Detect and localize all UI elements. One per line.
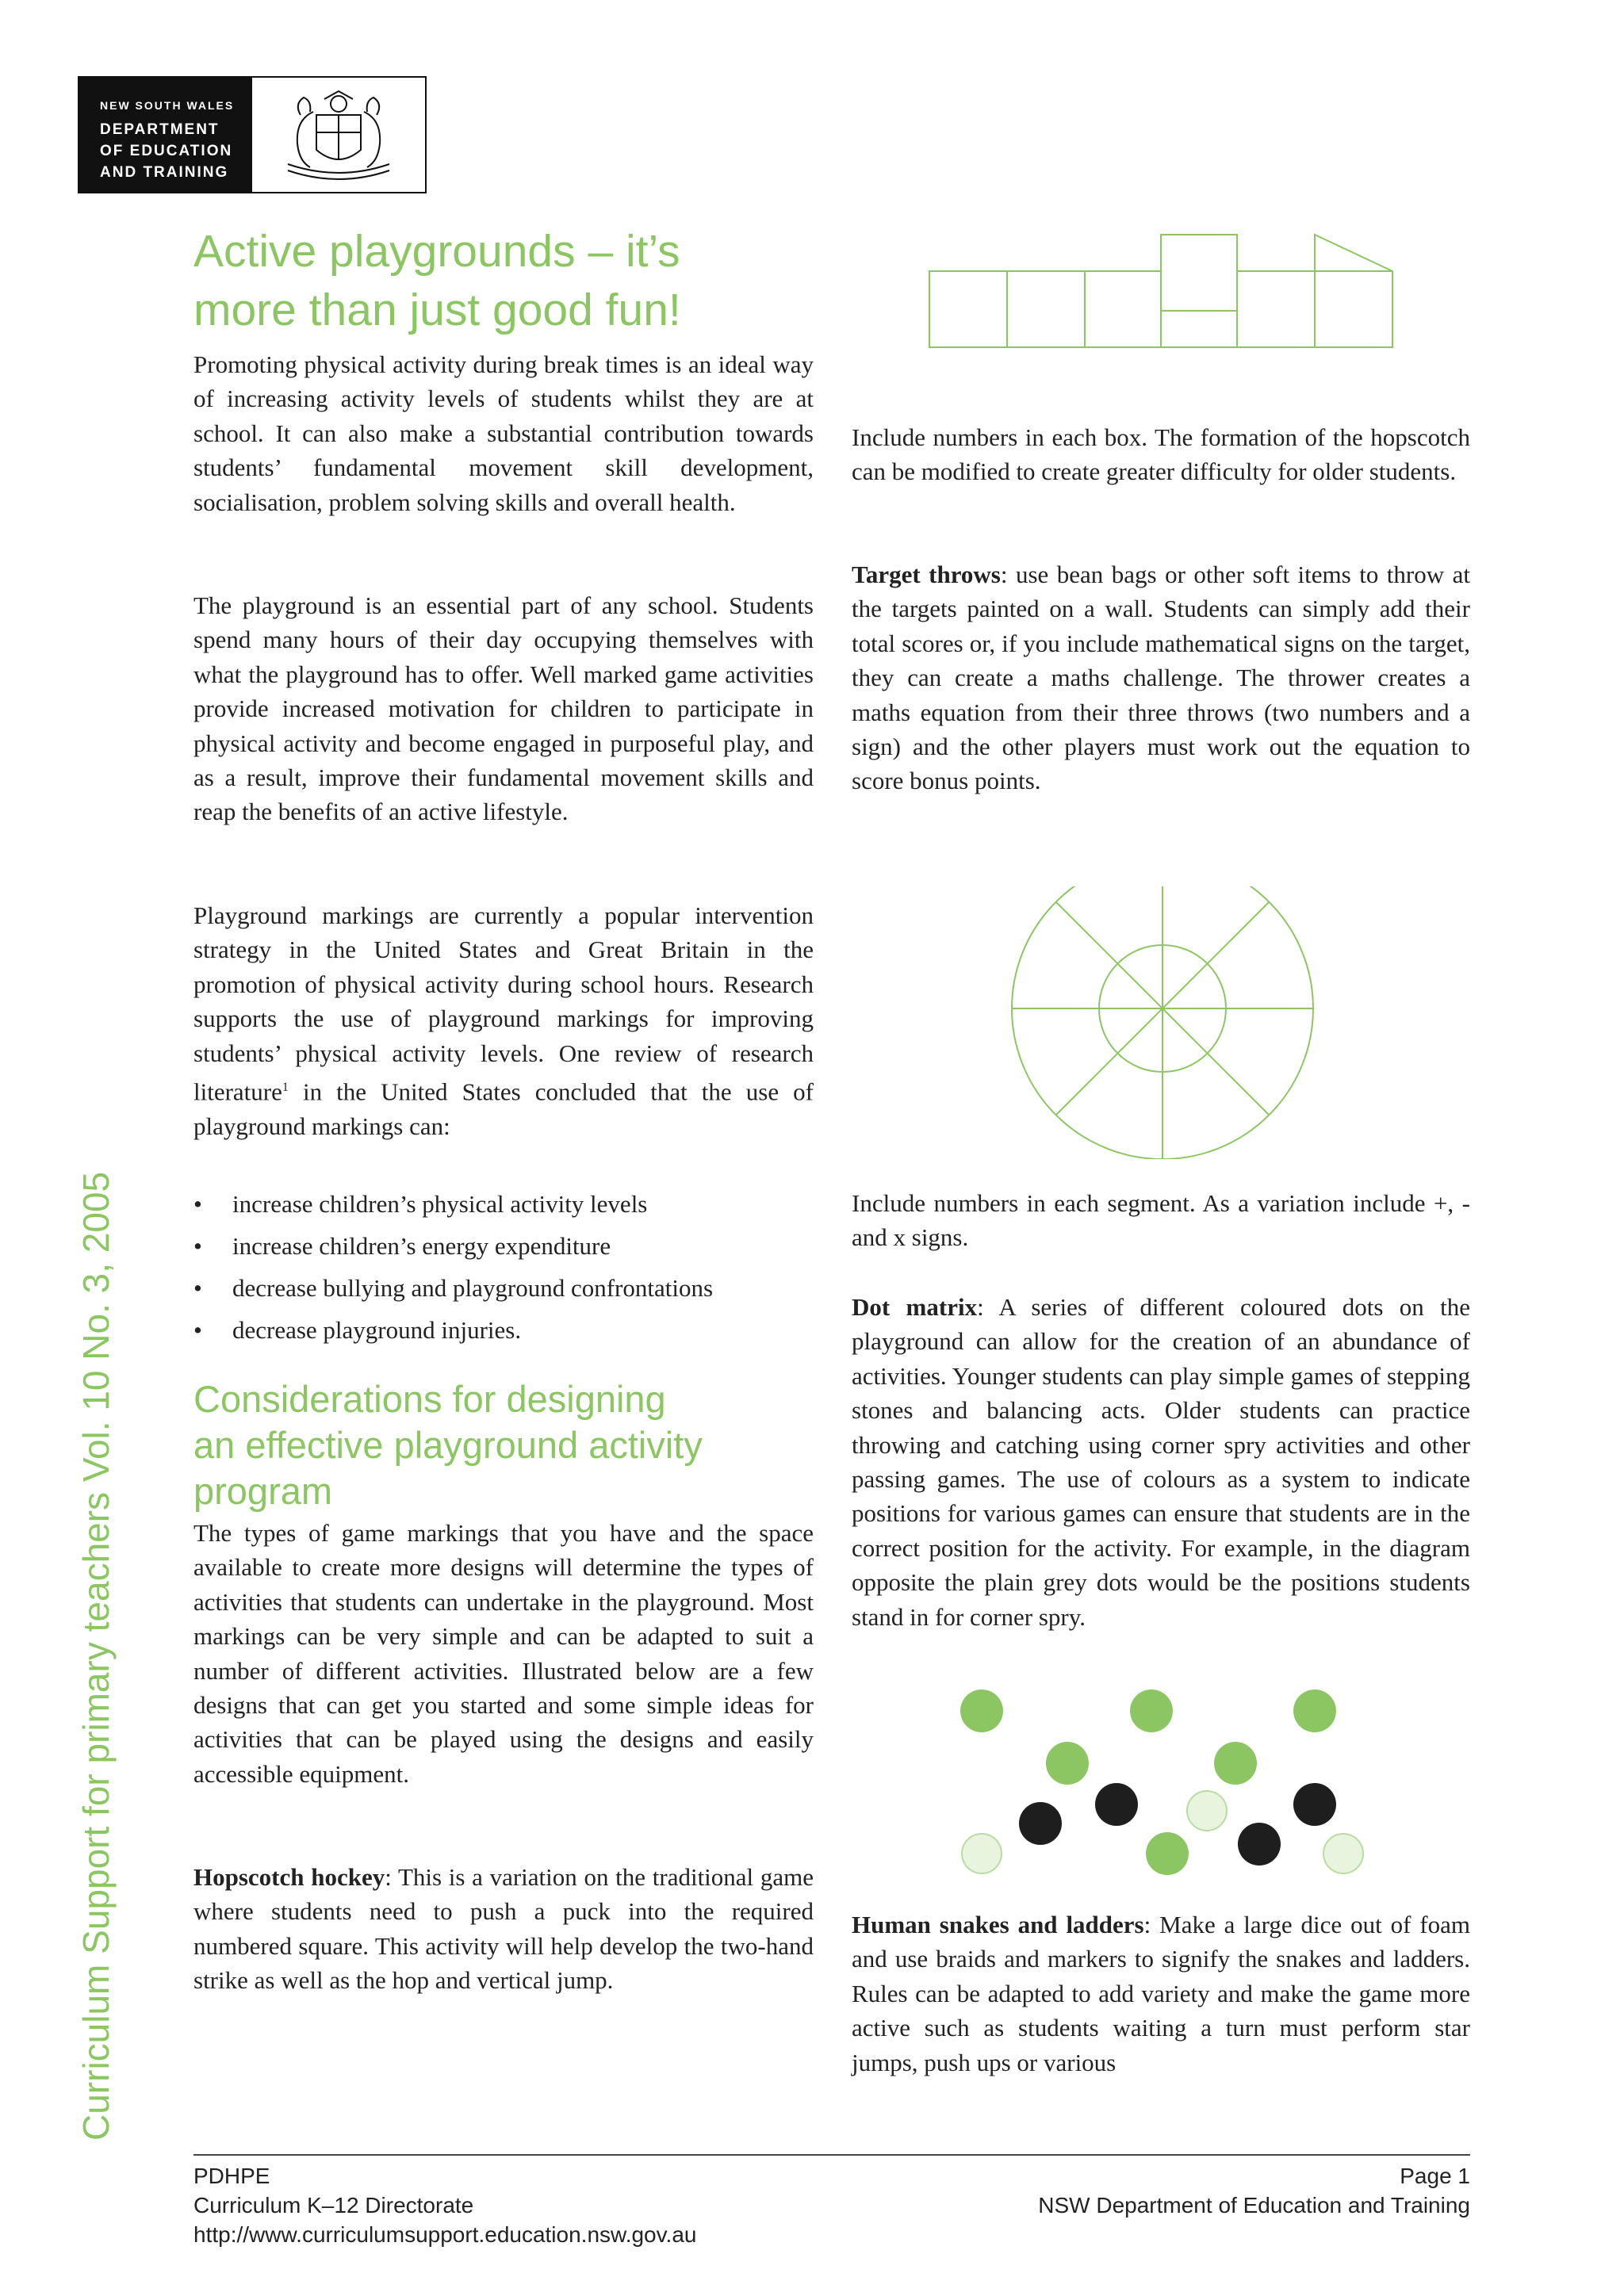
target-label: Target throws <box>852 561 1001 588</box>
design-paragraph: The types of game markings that you have and the space available to create more designs will determine the types of activities that students can undertake in the playground. Most markings can be very simple and can be adapted to suit a number of different activities. Illustrated below are a few designs that can get you started and some simple ideas for activities that can be played using the designs and easily accessible equipment. <box>193 1519 814 1788</box>
logo-line-1: NEW SOUTH WALES <box>100 99 235 112</box>
target-paragraph <box>852 557 1470 798</box>
footer-url: http://www.curriculumsupport.education.nsw.gov.au <box>193 2222 697 2247</box>
footer-right <box>994 2161 1470 2220</box>
dot <box>962 1834 1002 1873</box>
footer-subject: PDHPE <box>193 2164 270 2188</box>
nsw-logo <box>78 76 427 193</box>
intro-paragraph-1: Promoting physical activity during break times is an ideal way of increasing activity levels of students whilst they are at school. It can also make a substantial contribution towards students’ fundamental movement skill development, socialisation, problem solving skills and overall health. <box>193 350 814 516</box>
heading-line-1: Considerations for designing <box>193 1378 666 1420</box>
intro-paragraph-3 <box>193 898 814 1143</box>
heading-line-2: an effective playground activity <box>193 1424 703 1466</box>
intro-paragraph-3-a: Playground markings are currently a popular intervention strategy in the United States and Great Britain in the promotion of physical activity during school hours. Research supports the use of playground markings for improving students’ physical activity levels. One review of research literature <box>193 901 814 1106</box>
coat-of-arms-icon <box>252 78 425 192</box>
dot-matrix-label: Dot matrix <box>852 1293 978 1321</box>
hopscotch-diagram <box>926 232 1397 350</box>
logo-line-3: OF EDUCATION <box>100 143 233 159</box>
snakes-ladders-text: : Make a large dice out of foam and use braids and markers to signify the snakes and ladders. Rules can be adapted to add variety and make the game more active such as students waiting a turn must perform star jumps, push ups or various <box>852 1911 1470 2076</box>
hopscotch-paragraph <box>193 1860 814 1998</box>
dot <box>1187 1791 1227 1831</box>
target-diagram <box>1005 886 1320 1159</box>
list-item: • decrease playground injuries. <box>193 1309 814 1351</box>
dot <box>960 1689 1003 1732</box>
list-item: • decrease bullying and playground confrontations <box>193 1267 814 1309</box>
dot <box>1095 1783 1138 1826</box>
target-text: : use bean bags or other soft items to throw at the targets painted on a wall. Students can simply add their total scores or, if you include mathematical signs on the target, they can create a maths challenge. The thrower creates a maths equation from their three throws (two numbers and a sign) and the other players must work out the equation to score bonus points. <box>852 561 1470 795</box>
benefits-list <box>193 1183 814 1351</box>
hopscotch-text: : This is a variation on the traditional game where students need to push a puck into the required numbered square. This activity will help develop the two-hand strike as well as the hop and vertical jump. <box>193 1863 814 1995</box>
dot <box>1146 1832 1189 1875</box>
dot <box>1046 1742 1089 1785</box>
logo-line-4: AND TRAINING <box>100 164 229 181</box>
intro-paragraph-2: The playground is an essential part of any school. Students spend many hours of their day occupying themselves with what the playground has to offer. Well marked game activities provide increased motivation for children to participate in physical activity and become engaged in purposeful play, and as a result, improve their fundamental movement skills and reap the benefits of an active lifestyle. <box>193 591 814 826</box>
dot <box>1238 1823 1281 1866</box>
footer-department: NSW Department of Education and Training <box>1038 2193 1470 2218</box>
footer-left <box>193 2161 696 2249</box>
intro-paragraph-3-b: in the United States concluded that the use of playground markings can: <box>193 1077 814 1140</box>
page-title <box>193 222 828 339</box>
list-item: • increase children’s energy expenditure <box>193 1225 814 1267</box>
dot-matrix-text: : A series of different coloured dots on the playground can allow for the creation of an abundance of activities. Younger students can play simple games of stepping stones and balancing acts. Older students can practice throwing and catching using corner spry activities and other passing games. The use of colours as a system to indicate positions for various games can ensure that students are in the correct position for the activity. For example, in the diagram opposite the plain grey dots would be the positions students stand in for corner spry. <box>852 1293 1470 1631</box>
dot <box>1293 1689 1336 1732</box>
logo-wordmark <box>79 78 252 192</box>
footer-divider <box>193 2154 1470 2156</box>
hopscotch-note: Include numbers in each box. The formation of the hopscotch can be modified to create greater difficulty for older students. <box>852 423 1470 486</box>
list-item: • increase children’s physical activity levels <box>193 1183 814 1225</box>
dot-matrix-paragraph <box>852 1290 1470 1634</box>
section-heading <box>193 1376 828 1514</box>
dot <box>1130 1689 1173 1732</box>
hopscotch-label: Hopscotch hockey <box>193 1863 385 1891</box>
sidebar-series-title: Curriculum Support for primary teachers Vol. 10 No. 3, 2005 <box>75 1171 117 2141</box>
title-line-2: more than just good fun! <box>193 285 681 335</box>
snakes-ladders-paragraph <box>852 1908 1470 2080</box>
dot <box>1019 1802 1062 1845</box>
snakes-ladders-label: Human snakes and ladders <box>852 1911 1144 1938</box>
target-note: Include numbers in each segment. As a variation include +, - and x signs. <box>852 1189 1470 1252</box>
page-number: Page 1 <box>1400 2164 1470 2188</box>
footnote-ref: 1 <box>282 1081 289 1095</box>
heading-line-3: program <box>193 1470 333 1512</box>
title-line-1: Active playgrounds – it’s <box>193 226 680 277</box>
dot <box>1214 1742 1257 1785</box>
footer-directorate: Curriculum K–12 Directorate <box>193 2193 474 2218</box>
logo-line-2: DEPARTMENT <box>100 121 220 138</box>
dot <box>1293 1783 1336 1826</box>
dot <box>1323 1834 1363 1873</box>
dot-matrix-diagram <box>952 1681 1372 1879</box>
